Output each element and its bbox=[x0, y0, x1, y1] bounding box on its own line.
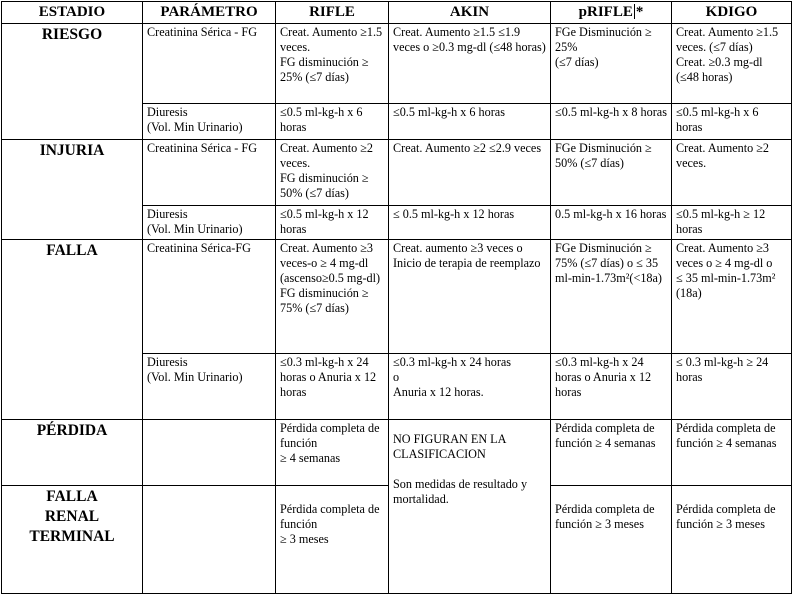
param-diuresis: Diuresis (Vol. Min Urinario) bbox=[143, 354, 276, 420]
cell-prifle: Pérdida completa de función ≥ 4 semanas bbox=[551, 420, 672, 486]
cell-prifle: FGe Disminución ≥ 25% (≤7 días) bbox=[551, 24, 672, 104]
param-diuresis: Diuresis (Vol. Min Urinario) bbox=[143, 104, 276, 140]
stage-perdida: PÉRDIDA bbox=[2, 420, 143, 486]
cell-prifle: ≤0.3 ml-kg-h x 24 horas o Anuria x 12 horas bbox=[551, 354, 672, 420]
table-row bbox=[2, 24, 792, 104]
table-row bbox=[2, 240, 792, 354]
empty-param-cell bbox=[143, 420, 276, 486]
staging-criteria-table bbox=[1, 1, 792, 594]
header-parametro: PARÁMETRO bbox=[143, 2, 276, 24]
stage-riesgo: RIESGO bbox=[2, 24, 143, 140]
cell-rifle: Pérdida completa de función ≥ 3 meses bbox=[276, 486, 389, 594]
cell-akin: ≤0.5 ml-kg-h x 6 horas bbox=[389, 104, 551, 140]
cell-kdigo: ≤0.5 ml-kg-h x 6 horas bbox=[672, 104, 792, 140]
cell-kdigo: Pérdida completa de función ≥ 3 meses bbox=[672, 486, 792, 594]
table-row bbox=[2, 140, 792, 206]
header-rifle: RIFLE bbox=[276, 2, 389, 24]
cell-akin: ≤0.3 ml-kg-h x 24 horas o Anuria x 12 horas. bbox=[389, 354, 551, 420]
param-creatinina: Creatinina Sérica - FG bbox=[143, 140, 276, 206]
table-row bbox=[2, 420, 792, 486]
stage-falla: FALLA bbox=[2, 240, 143, 420]
cell-kdigo: Creat. Aumento ≥3 veces o ≥ 4 mg-dl o ≤ 35 ml-min-1.73m² (18a) bbox=[672, 240, 792, 354]
cell-kdigo: ≤0.5 ml-kg-h ≥ 12 horas bbox=[672, 206, 792, 240]
cell-akin-merged: NO FIGURAN EN LA CLASIFICACION Son medidas de resultado y mortalidad. bbox=[389, 420, 551, 594]
cell-rifle: Pérdida completa de función ≥ 4 semanas bbox=[276, 420, 389, 486]
cell-rifle: ≤0.3 ml-kg-h x 24 horas o Anuria x 12 horas bbox=[276, 354, 389, 420]
header-prifle-label: pRIFLE bbox=[578, 4, 633, 20]
cell-kdigo: Creat. Aumento ≥1.5 veces. (≤7 días) Creat. ≥0.3 mg-dl (≤48 horas) bbox=[672, 24, 792, 104]
header-estadio: ESTADIO bbox=[2, 2, 143, 24]
cell-rifle: ≤0.5 ml-kg-h x 12 horas bbox=[276, 206, 389, 240]
param-diuresis: Diuresis (Vol. Min Urinario) bbox=[143, 206, 276, 240]
cell-rifle: ≤0.5 ml-kg-h x 6 horas bbox=[276, 104, 389, 140]
header-prifle bbox=[551, 2, 672, 24]
cell-akin: Creat. Aumento ≥2 ≤2.9 veces bbox=[389, 140, 551, 206]
cell-rifle: Creat. Aumento ≥2 veces. FG disminución ≥ 50% (≤7 días) bbox=[276, 140, 389, 206]
cell-akin: Creat. Aumento ≥1.5 ≤1.9 veces o ≥0.3 mg-dl (≤48 horas) bbox=[389, 24, 551, 104]
text-cursor bbox=[634, 4, 635, 19]
param-creatinina: Creatinina Sérica - FG bbox=[143, 24, 276, 104]
empty-param-cell bbox=[143, 486, 276, 594]
cell-prifle: FGe Disminución ≥ 75% (≤7 días) o ≤ 35 ml-min-1.73m²(<18a) bbox=[551, 240, 672, 354]
cell-prifle: FGe Disminución ≥ 50% (≤7 días) bbox=[551, 140, 672, 206]
cell-kdigo: Creat. Aumento ≥2 veces. bbox=[672, 140, 792, 206]
stage-falla-renal-terminal: FALLA RENAL TERMINAL bbox=[2, 486, 143, 594]
cell-rifle: Creat. Aumento ≥1.5 veces. FG disminución ≥ 25% (≤7 días) bbox=[276, 24, 389, 104]
cell-prifle: ≤0.5 ml-kg-h x 8 horas bbox=[551, 104, 672, 140]
cell-prifle: 0.5 ml-kg-h x 16 horas bbox=[551, 206, 672, 240]
cell-kdigo: ≤ 0.3 ml-kg-h ≥ 24 horas bbox=[672, 354, 792, 420]
header-kdigo: KDIGO bbox=[672, 2, 792, 24]
cell-prifle: Pérdida completa de función ≥ 3 meses bbox=[551, 486, 672, 594]
cell-kdigo: Pérdida completa de función ≥ 4 semanas bbox=[672, 420, 792, 486]
header-row bbox=[2, 2, 792, 24]
cell-akin: ≤ 0.5 ml-kg-h x 12 horas bbox=[389, 206, 551, 240]
param-creatinina: Creatinina Sérica-FG bbox=[143, 240, 276, 354]
cell-rifle: Creat. Aumento ≥3 veces-o ≥ 4 mg-dl (ascenso≥0.5 mg-dl) FG disminución ≥ 75% (≤7 días) bbox=[276, 240, 389, 354]
header-akin: AKIN bbox=[389, 2, 551, 24]
header-prifle-mark: * bbox=[635, 4, 644, 20]
stage-injuria: INJURIA bbox=[2, 140, 143, 240]
cell-akin: Creat. aumento ≥3 veces o Inicio de terapia de reemplazo bbox=[389, 240, 551, 354]
